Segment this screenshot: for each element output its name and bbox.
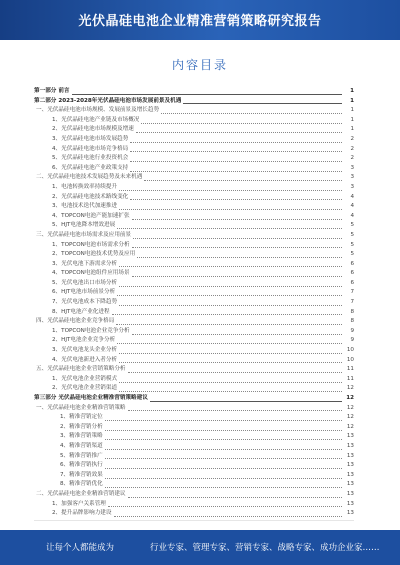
toc-entry-page-number: 11 xyxy=(346,366,354,373)
toc-entry-label: 3、光伏晶硅电池市场发展趋势 xyxy=(52,135,129,142)
toc-entry-page-number: 3 xyxy=(350,183,354,190)
toc-entry-label: 3、光伏电池下游需求分析 xyxy=(52,260,118,267)
table-of-contents xyxy=(34,87,354,519)
toc-entry-label: 7、光伏电池成本下降趋势 xyxy=(52,299,118,306)
toc-entry-page-number: 12 xyxy=(346,404,354,411)
toc-entry-page-number: 5 xyxy=(350,222,354,229)
page-divider xyxy=(34,520,354,521)
toc-entry[interactable] xyxy=(34,336,354,346)
toc-leader-dots xyxy=(119,281,342,287)
toc-entry-label: 6、精准营销执行 xyxy=(60,462,103,469)
toc-entry-page-number: 5 xyxy=(350,251,354,258)
toc-entry[interactable] xyxy=(34,404,354,414)
toc-entry-label: 1、TOPCON电池市场需求分析 xyxy=(52,241,130,248)
toc-entry-page-number: 3 xyxy=(350,174,354,181)
toc-entry-page-number: 8 xyxy=(350,308,354,315)
toc-leader-dots xyxy=(105,415,342,421)
toc-entry[interactable] xyxy=(34,308,354,318)
report-title: 光伏晶硅电池企业精准营销策略研究报告 xyxy=(78,14,322,29)
toc-leader-dots xyxy=(72,89,342,95)
toc-entry-label: 5、HJT电池降本增效进展 xyxy=(52,222,116,229)
toc-leader-dots xyxy=(105,434,342,440)
toc-entry-label: 4、光伏电池新进入者分析 xyxy=(52,356,118,363)
toc-entry-page-number: 1 xyxy=(350,107,354,114)
toc-leader-dots xyxy=(119,300,342,306)
toc-entry-label: 6、光伏晶硅电池产业政策支持 xyxy=(52,164,129,171)
toc-entry-page-number: 13 xyxy=(346,452,354,459)
toc-entry-page-number: 12 xyxy=(346,395,354,401)
toc-entry[interactable] xyxy=(34,269,354,279)
footer-slogan: 让每个人都能成为 xyxy=(46,543,115,553)
toc-entry-label: 2、HJT电池企业竞争分析 xyxy=(52,337,116,344)
toc-leader-dots xyxy=(117,338,342,344)
toc-entry-page-number: 12 xyxy=(346,423,354,430)
toc-entry-page-number: 9 xyxy=(350,327,354,334)
toc-entry[interactable] xyxy=(34,154,354,164)
toc-entry[interactable] xyxy=(34,173,354,183)
toc-entry[interactable] xyxy=(34,212,354,222)
toc-entry[interactable] xyxy=(34,145,354,155)
toc-leader-dots xyxy=(132,271,342,277)
toc-entry[interactable] xyxy=(34,442,354,452)
toc-leader-dots xyxy=(128,405,342,411)
toc-entry-label: 4、TOPCON电池组件应用场景 xyxy=(52,270,130,277)
toc-entry-label: 五、光伏晶硅电池企业营销策略分析 xyxy=(36,366,126,373)
toc-entry[interactable] xyxy=(34,87,354,97)
toc-entry-page-number: 13 xyxy=(346,442,354,449)
toc-leader-dots xyxy=(130,146,342,152)
toc-entry[interactable] xyxy=(34,279,354,289)
toc-leader-dots xyxy=(105,463,342,469)
toc-leader-dots xyxy=(105,453,342,459)
toc-entry[interactable] xyxy=(34,356,354,366)
page-footer xyxy=(0,530,400,565)
toc-entry-page-number: 13 xyxy=(346,471,354,478)
toc-leader-dots xyxy=(105,473,342,479)
toc-entry[interactable] xyxy=(34,365,354,375)
toc-entry-page-number: 6 xyxy=(350,270,354,277)
toc-entry[interactable] xyxy=(34,260,354,270)
toc-entry-label: 5、光伏电池出口市场分析 xyxy=(52,279,118,286)
toc-entry-page-number: 12 xyxy=(346,385,354,392)
toc-leader-dots xyxy=(133,233,342,239)
toc-entry[interactable] xyxy=(34,97,354,107)
toc-entry[interactable] xyxy=(34,288,354,298)
toc-entry-page-number: 13 xyxy=(346,510,354,517)
toc-leader-dots xyxy=(119,204,342,210)
toc-entry-label: 4、光伏晶硅电池市场竞争格局 xyxy=(52,145,129,152)
toc-entry-page-number: 13 xyxy=(346,481,354,488)
toc-entry[interactable] xyxy=(34,375,354,385)
toc-entry-page-number: 5 xyxy=(350,241,354,248)
toc-entry[interactable] xyxy=(34,231,354,241)
toc-entry-label: 1、精准营销定位 xyxy=(60,414,103,421)
toc-entry-label: 四、光伏晶硅电池企业竞争格局 xyxy=(36,318,115,325)
toc-entry-label: 1、TOPCON电池企业竞争分析 xyxy=(52,327,130,334)
toc-entry-page-number: 8 xyxy=(350,318,354,325)
toc-leader-dots xyxy=(119,377,342,383)
toc-entry[interactable] xyxy=(34,490,354,500)
toc-entry-page-number: 10 xyxy=(346,356,354,363)
toc-entry-label: 8、HJT电池产业化进程 xyxy=(52,308,110,315)
toc-entry[interactable] xyxy=(34,509,354,519)
toc-entry[interactable] xyxy=(34,317,354,327)
toc-entry[interactable] xyxy=(34,480,354,490)
toc-entry-page-number: 4 xyxy=(350,193,354,200)
toc-entry[interactable] xyxy=(34,164,354,174)
toc-entry-page-number: 6 xyxy=(350,260,354,267)
toc-entry-label: 2、光伏晶硅电池技术路线变化 xyxy=(52,193,129,200)
toc-entry[interactable] xyxy=(34,346,354,356)
toc-entry[interactable] xyxy=(34,461,354,471)
toc-entry-page-number: 1 xyxy=(350,88,354,94)
toc-leader-dots xyxy=(117,223,342,229)
toc-entry-page-number: 13 xyxy=(346,500,354,507)
toc-leader-dots xyxy=(108,501,342,507)
toc-leader-dots xyxy=(130,137,342,143)
toc-leader-dots xyxy=(119,348,342,354)
toc-entry[interactable] xyxy=(34,327,354,337)
toc-leader-dots xyxy=(105,425,342,431)
toc-entry-page-number: 9 xyxy=(350,337,354,344)
toc-leader-dots xyxy=(128,492,342,498)
toc-entry-label: 2、提升品牌影响力建设 xyxy=(52,510,112,517)
toc-entry[interactable] xyxy=(34,116,354,126)
toc-entry-page-number: 13 xyxy=(346,462,354,469)
toc-entry-label: 1、加强客户关系管理 xyxy=(52,500,106,507)
toc-entry-label: 8、精准营销优化 xyxy=(60,481,103,488)
toc-entry[interactable] xyxy=(34,135,354,145)
toc-entry[interactable] xyxy=(34,193,354,203)
toc-entry-page-number: 13 xyxy=(346,433,354,440)
report-header xyxy=(0,0,400,40)
toc-entry-label: 第二部分 2023-2028年光伏晶硅电池市场发展前景及机遇 xyxy=(34,97,182,104)
toc-entry-label: 5、精准营销推广 xyxy=(60,452,103,459)
toc-entry-label: 三、光伏晶硅电池市场需求及应用前景 xyxy=(36,231,132,238)
toc-leader-dots xyxy=(150,396,342,402)
toc-entry-label: 2、光伏晶硅电池市场规模及增速 xyxy=(52,126,134,133)
toc-entry-page-number: 1 xyxy=(350,116,354,123)
toc-leader-dots xyxy=(112,309,342,315)
toc-entry[interactable] xyxy=(34,423,354,433)
toc-leader-dots xyxy=(119,185,342,191)
toc-entry-label: 4、精准营销渠道 xyxy=(60,442,103,449)
toc-entry-page-number: 5 xyxy=(350,231,354,238)
toc-entry[interactable] xyxy=(34,241,354,251)
toc-entry-page-number: 10 xyxy=(346,347,354,354)
toc-leader-dots xyxy=(137,252,342,258)
toc-entry-label: 1、光伏晶硅电池产业链及市场概况 xyxy=(52,116,140,123)
toc-leader-dots xyxy=(114,511,343,517)
toc-leader-dots xyxy=(130,166,342,172)
toc-entry-page-number: 4 xyxy=(350,212,354,219)
toc-entry[interactable] xyxy=(34,250,354,260)
toc-entry[interactable] xyxy=(34,432,354,442)
toc-entry-page-number: 4 xyxy=(350,203,354,210)
toc-entry-page-number: 1 xyxy=(350,126,354,133)
toc-entry[interactable] xyxy=(34,413,354,423)
toc-leader-dots xyxy=(117,290,342,296)
toc-entry[interactable] xyxy=(34,471,354,481)
toc-entry[interactable] xyxy=(34,394,354,404)
toc-leader-dots xyxy=(116,319,342,325)
toc-entry-label: 1、电池转换效率持续提升 xyxy=(52,183,118,190)
toc-entry-label: 2、精准营销分析 xyxy=(60,423,103,430)
toc-leader-dots xyxy=(183,98,342,104)
toc-entry[interactable] xyxy=(34,298,354,308)
toc-leader-dots xyxy=(144,175,342,181)
toc-leader-dots xyxy=(105,482,342,488)
toc-entry[interactable] xyxy=(34,221,354,231)
toc-entry-label: 4、TOPCON电池产能加速扩张 xyxy=(52,212,130,219)
toc-entry-page-number: 6 xyxy=(350,279,354,286)
toc-entry[interactable] xyxy=(34,106,354,116)
toc-entry-page-number: 11 xyxy=(346,375,354,382)
toc-entry-label: 二、光伏晶硅电池企业精准营销建议 xyxy=(36,490,126,497)
toc-entry[interactable] xyxy=(34,500,354,510)
toc-entry-label: 第一部分 前言 xyxy=(34,88,70,94)
toc-entry-label: 一、光伏晶硅电池市场规模、发展前景及增长趋势 xyxy=(36,107,160,114)
toc-entry-label: 7、精准营销效果 xyxy=(60,471,103,478)
toc-entry-label: 5、光伏晶硅电池行业投资机会 xyxy=(52,155,129,162)
toc-entry-label: 1、光伏电池企业营销模式 xyxy=(52,375,118,382)
toc-entry-label: 一、光伏晶硅电池企业精准营销策略 xyxy=(36,404,126,411)
toc-entry-label: 第三部分 光伏晶硅电池企业精准营销策略建议 xyxy=(34,395,148,401)
toc-entry[interactable] xyxy=(34,384,354,394)
toc-leader-dots xyxy=(132,214,342,220)
toc-leader-dots xyxy=(136,127,342,133)
toc-entry[interactable] xyxy=(34,202,354,212)
toc-entry-label: 3、电池技术迭代加速推进 xyxy=(52,203,118,210)
footer-experts-line: 行业专家、管理专家、营销专家、战略专家、成功企业家…… xyxy=(150,543,380,553)
toc-leader-dots xyxy=(128,367,342,373)
toc-entry-label: 2、TOPCON电池技术优势及应用 xyxy=(52,251,136,258)
toc-entry-page-number: 13 xyxy=(346,490,354,497)
toc-leader-dots xyxy=(132,242,342,248)
toc-entry-page-number: 2 xyxy=(350,135,354,142)
toc-leader-dots xyxy=(119,357,342,363)
toc-leader-dots xyxy=(119,261,342,267)
toc-leader-dots xyxy=(161,108,342,114)
toc-entry-page-number: 12 xyxy=(346,414,354,421)
toc-entry-page-number: 7 xyxy=(350,299,354,306)
toc-leader-dots xyxy=(141,118,342,124)
toc-entry[interactable] xyxy=(34,452,354,462)
toc-entry-page-number: 7 xyxy=(350,289,354,296)
toc-leader-dots xyxy=(130,156,342,162)
toc-heading: 内容目录 xyxy=(171,58,228,72)
toc-entry-label: 2、光伏电池企业营销渠道 xyxy=(52,385,118,392)
toc-leader-dots xyxy=(119,386,342,392)
toc-entry-page-number: 1 xyxy=(350,97,354,104)
toc-entry[interactable] xyxy=(34,125,354,135)
toc-entry-label: 3、精准营销策略 xyxy=(60,433,103,440)
toc-leader-dots xyxy=(130,194,342,200)
toc-leader-dots xyxy=(132,329,342,335)
toc-entry-label: 二、光伏晶硅电池技术发展趋势及未来机遇 xyxy=(36,174,143,181)
toc-entry-page-number: 2 xyxy=(350,155,354,162)
toc-entry-label: 6、HJT电池市场前景分析 xyxy=(52,289,116,296)
toc-entry-page-number: 3 xyxy=(350,164,354,171)
toc-entry-page-number: 2 xyxy=(350,145,354,152)
toc-entry[interactable] xyxy=(34,183,354,193)
toc-leader-dots xyxy=(105,444,342,450)
toc-entry-label: 3、光伏电池龙头企业分析 xyxy=(52,347,118,354)
